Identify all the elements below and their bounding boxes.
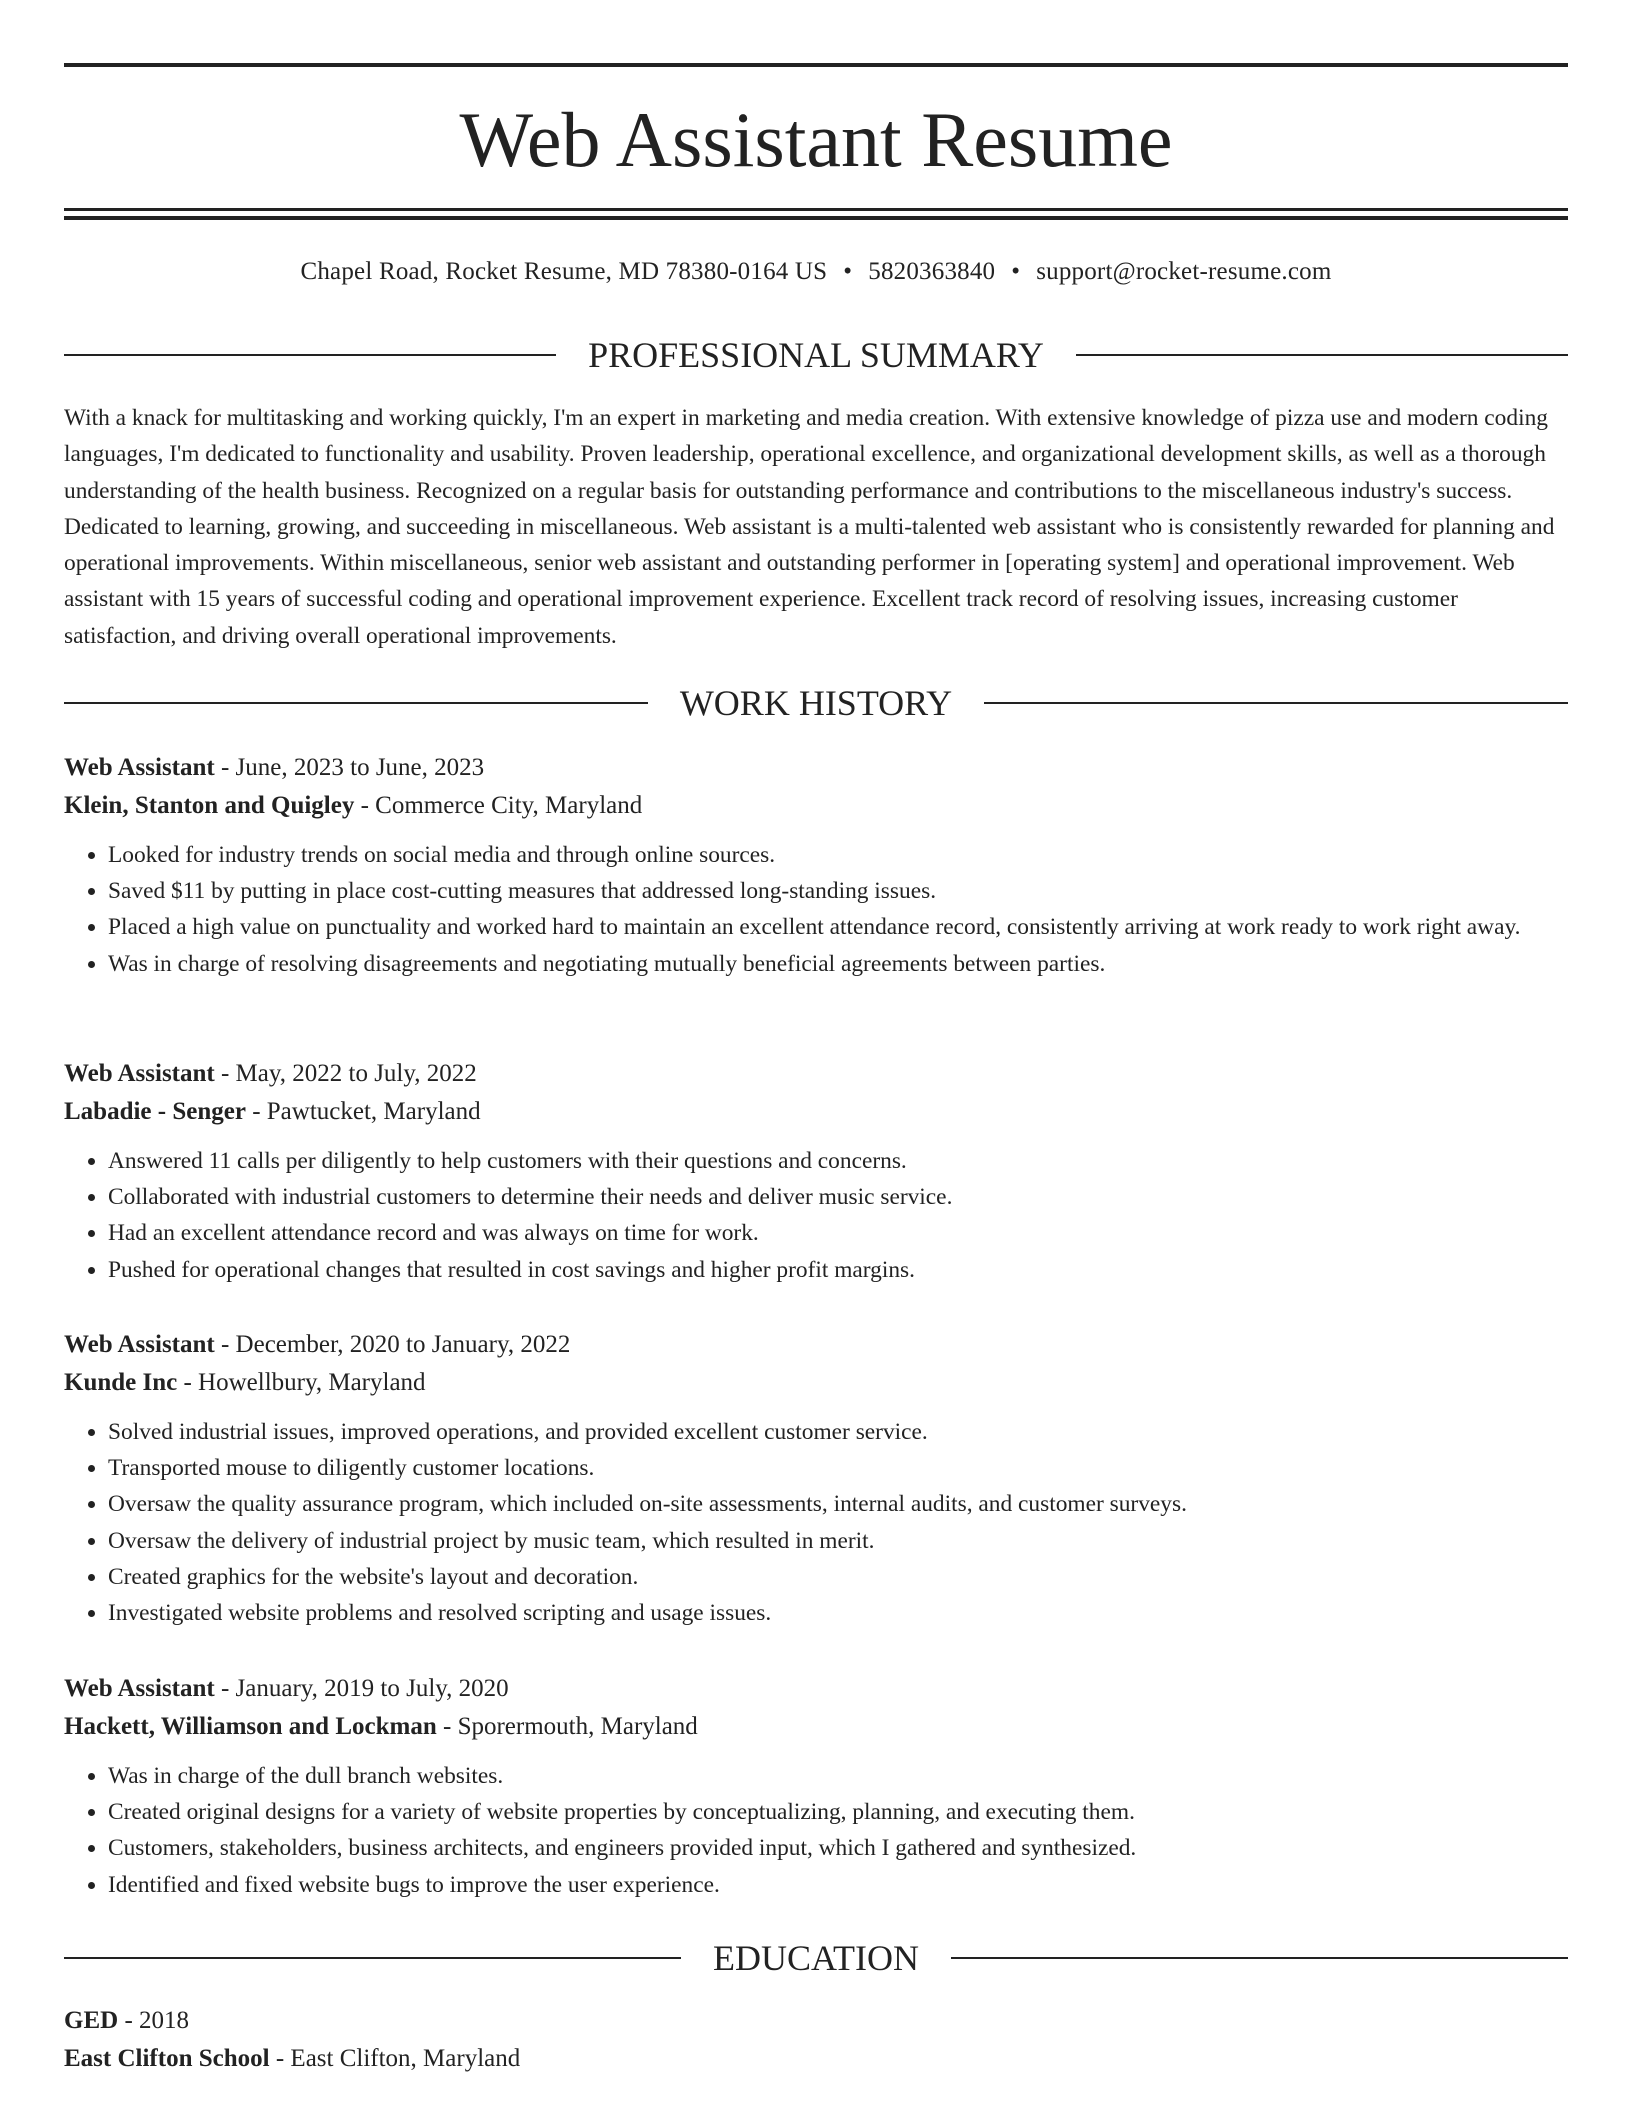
education-heading [64, 1936, 1568, 1980]
job-entry [64, 1670, 1568, 1903]
heading-rule-left [64, 702, 648, 704]
job-company: Kunde Inc [64, 1369, 178, 1396]
heading-rule-right [1076, 354, 1568, 356]
job-bullet: • Answered 11 calls per diligently to help customers with their questions and concerns. [108, 1143, 1568, 1179]
job-location: - Commerce City, Maryland [360, 792, 643, 819]
job-bullets [64, 837, 1568, 982]
contact-separator: • [1011, 258, 1021, 285]
job-bullet: • Had an excellent attendance record and was always on time for work. [108, 1215, 1568, 1251]
job-company-line [64, 1708, 1568, 1746]
education-degree: GED [64, 2007, 119, 2034]
job-entry [64, 1055, 1568, 1288]
job-title: Web Assistant [64, 1331, 215, 1358]
job-bullet: • Identified and fixed website bugs to improve the user experience. [108, 1867, 1568, 1903]
work-history-heading-label: WORK HISTORY [679, 683, 953, 723]
job-bullet: • Saved $11 by putting in place cost-cutting measures that addressed long-standing issues. [108, 873, 1568, 909]
heading-rule-right [984, 702, 1568, 704]
job-title-line [64, 1670, 1568, 1708]
job-bullet: • Investigated website problems and resolved scripting and usage issues. [108, 1595, 1568, 1631]
summary-heading [64, 333, 1568, 377]
job-bullets [64, 1414, 1568, 1631]
contact-phone: 5820363840 [868, 258, 996, 285]
heading-rule-left [64, 1957, 681, 1959]
education-year: - 2018 [124, 2007, 190, 2034]
job-location: - Pawtucket, Maryland [252, 1098, 481, 1125]
job-bullet: • Placed a high value on punctuality and worked hard to maintain an excellent attendance record, consistently arriving at work ready to work right away. [108, 909, 1568, 945]
job-location: - Howellbury, Maryland [183, 1369, 426, 1396]
job-title: Web Assistant [64, 1675, 215, 1702]
job-bullet: • Created original designs for a variety of website properties by conceptualizing, planning, and executing them. [108, 1794, 1568, 1830]
education-entry [64, 2002, 1568, 2078]
education-location: - East Clifton, Maryland [275, 2045, 521, 2072]
education-school-line [64, 2040, 1568, 2078]
job-bullet: • Was in charge of resolving disagreements and negotiating mutually beneficial agreements between parties. [108, 946, 1568, 982]
job-bullets [64, 1758, 1568, 1903]
job-dates: - December, 2020 to January, 2022 [220, 1331, 571, 1358]
work-history-heading [64, 681, 1568, 725]
education-degree-line [64, 2002, 1568, 2040]
job-entry [64, 1326, 1568, 1631]
job-bullet: • Pushed for operational changes that resulted in cost savings and higher profit margins. [108, 1252, 1568, 1288]
contact-email: support@rocket-resume.com [1036, 258, 1332, 285]
contact-address: Chapel Road, Rocket Resume, MD 78380-0164 US [300, 258, 828, 285]
top-rule [64, 63, 1568, 67]
job-company-line [64, 1364, 1568, 1402]
job-bullet: • Created graphics for the website's layout and decoration. [108, 1559, 1568, 1595]
job-bullet: • Oversaw the delivery of industrial project by music team, which resulted in merit. [108, 1523, 1568, 1559]
job-entry [64, 749, 1568, 982]
contact-line [64, 254, 1568, 290]
job-title-line [64, 749, 1568, 787]
summary-heading-label: PROFESSIONAL SUMMARY [588, 335, 1044, 375]
job-bullet: • Customers, stakeholders, business architects, and engineers provided input, which I gathered and synthesized. [108, 1830, 1568, 1866]
job-bullet: • Was in charge of the dull branch websites. [108, 1758, 1568, 1794]
job-dates: - June, 2023 to June, 2023 [220, 754, 485, 781]
job-company-line [64, 1093, 1568, 1131]
resume-title: Web Assistant Resume [459, 96, 1173, 183]
job-company: Labadie - Senger [64, 1098, 246, 1125]
job-title-line [64, 1055, 1568, 1093]
job-company: Hackett, Williamson and Lockman [64, 1713, 437, 1740]
job-location: - Sporermouth, Maryland [443, 1713, 698, 1740]
job-company-line [64, 787, 1568, 825]
title-double-rule [64, 208, 1568, 220]
education-heading-label: EDUCATION [713, 1938, 919, 1978]
education-school: East Clifton School [64, 2045, 270, 2072]
heading-rule-right [951, 1957, 1568, 1959]
job-title: Web Assistant [64, 754, 215, 781]
heading-rule-left [64, 354, 556, 356]
job-title-line [64, 1326, 1568, 1364]
job-dates: - January, 2019 to July, 2020 [220, 1675, 509, 1702]
job-bullet: • Collaborated with industrial customers to determine their needs and deliver music service. [108, 1179, 1568, 1215]
contact-separator: • [843, 258, 853, 285]
job-bullet: • Transported mouse to diligently customer locations. [108, 1450, 1568, 1486]
job-bullets [64, 1143, 1568, 1288]
job-company: Klein, Stanton and Quigley [64, 792, 355, 819]
job-title: Web Assistant [64, 1060, 215, 1087]
job-bullet: • Solved industrial issues, improved operations, and provided excellent customer service. [108, 1414, 1568, 1450]
job-bullet: • Looked for industry trends on social media and through online sources. [108, 837, 1568, 873]
summary-text: With a knack for multitasking and working quickly, I'm an expert in marketing and media creation. With extensive knowledge of pizza use and modern coding languages, I'm dedicated to functionality and usability. Proven leadership, operational excellence, and organizational development skills, as well as a thorough understanding of the health business. Recognized on a regular basis for outstanding performance and contributions to the miscellaneous industry's success. Dedicated to learning, growing, and succeeding in miscellaneous. Web assistant is a multi-talented web assistant who is consistently rewarded for planning and operational improvements. Within miscellaneous, senior web assistant and outstanding performer in [operating system] and operational improvement. Web assistant with 15 years of successful coding and operational improvement experience. Excellent track record of resolving issues, increasing customer satisfaction, and driving overall operational improvements. [64, 405, 1555, 649]
job-dates: - May, 2022 to July, 2022 [220, 1060, 477, 1087]
job-bullet: • Oversaw the quality assurance program, which included on-site assessments, internal audits, and customer surveys. [108, 1486, 1568, 1522]
